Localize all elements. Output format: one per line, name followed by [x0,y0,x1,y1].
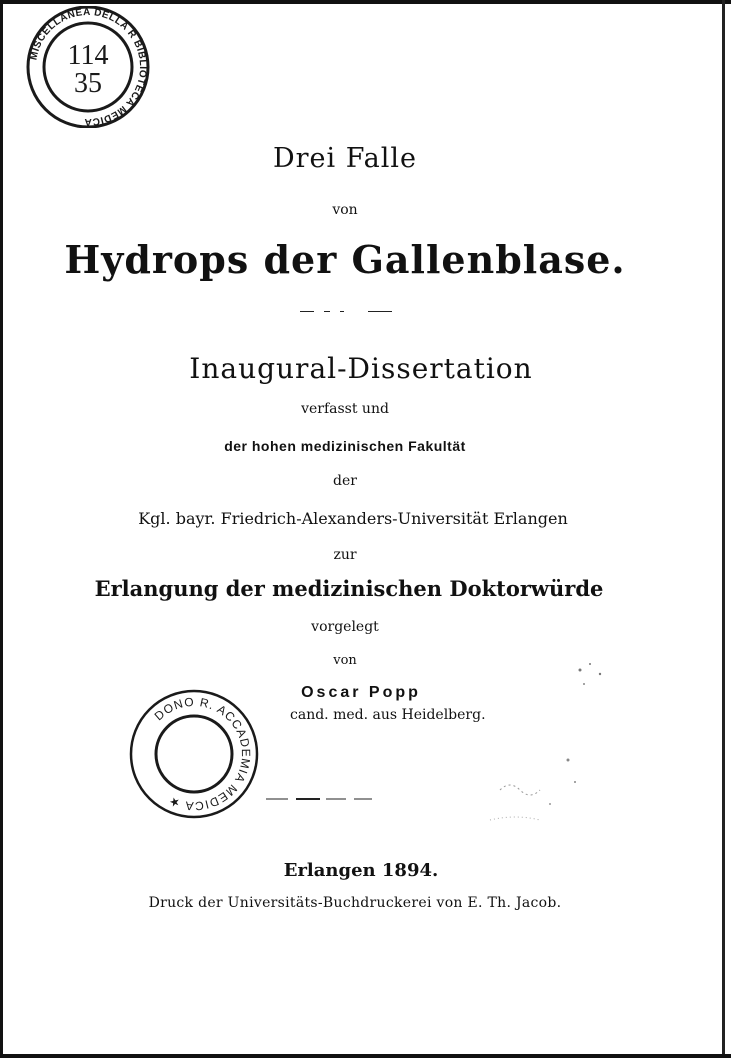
line-degree: Erlangung der medizinischen Doktorwürde [94,576,604,601]
scan-border-right [722,0,725,1058]
main-title: Hydrops der Gallenblase. [64,237,626,282]
line-der: der [333,473,357,489]
scan-border-bottom [0,1054,731,1058]
svg-text:MISCELLANEA DELLA R BIBLIOTECA: MISCELLANEA DELLA R BIBLIOTECA MEDICA [28,6,149,128]
scan-speckle [560,650,620,700]
scan-border-top [0,0,731,4]
author-note: cand. med. aus Heidelberg. [290,707,486,723]
dissertation-heading: Inaugural-Dissertation [189,352,533,385]
donor-stamp [128,688,260,820]
line-faculty: der hohen medizinischen Fakultät [224,438,466,454]
svg-text:35: 35 [74,68,102,99]
line-university: Kgl. bayr. Friedrich-Alexanders-Universität Erlangen [138,509,568,528]
author-name: Oscar Popp [301,684,421,701]
ornamental-rule [266,797,372,801]
title-separator [300,311,392,313]
line-von: von [333,653,357,668]
line-vorgelegt: vorgelegt [311,619,379,635]
library-stamp [18,6,158,128]
svg-text:DONO R. ACCADEMIA MEDICA ★: DONO R. ACCADEMIA MEDICA ★ [151,694,254,814]
scan-speckle [480,740,590,840]
title-line-2: von [332,202,358,218]
line-zur: zur [333,547,357,563]
place-and-year: Erlangen 1894. [283,860,439,881]
line-verfasst: verfasst und [301,401,389,417]
printer-line: Druck der Universitäts-Buchdruckerei von E. Th. Jacob. [148,895,562,911]
svg-text:114: 114 [67,40,109,71]
title-line-1: Drei Falle [273,143,417,174]
